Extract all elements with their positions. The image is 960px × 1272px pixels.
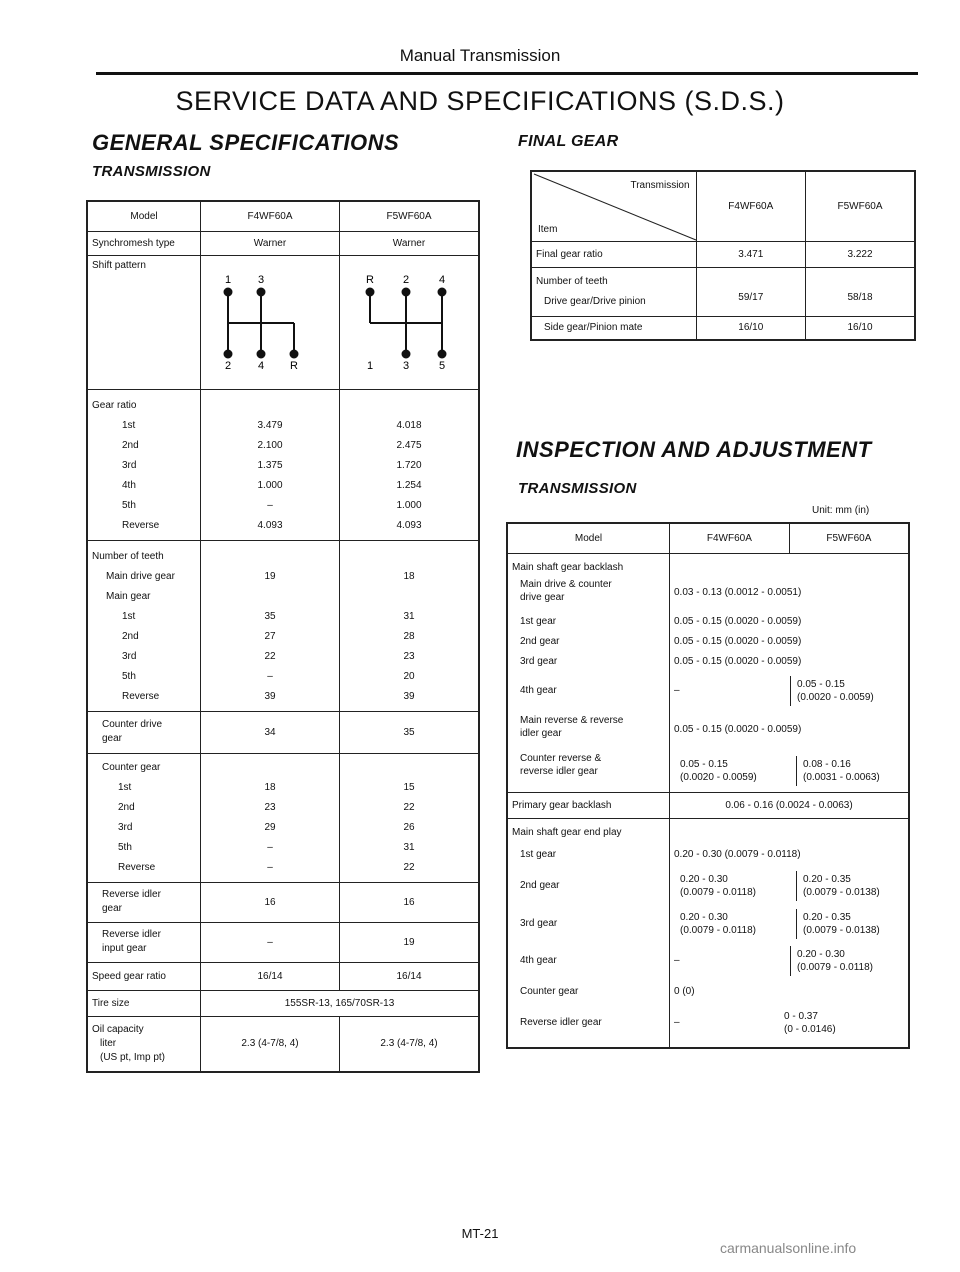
counter-reverse-a: 0.05 - 0.15 xyxy=(680,758,728,770)
unit-note: Unit: mm (in) xyxy=(812,505,870,516)
counter-gear-b xyxy=(340,753,480,882)
reverse-idler-label-line: Reverse idler xyxy=(102,889,161,900)
gear-ratio-label: Gear ratio xyxy=(92,399,137,411)
teeth-value: 19 xyxy=(264,570,276,582)
shift-pattern-a xyxy=(201,255,340,389)
primary-backlash-label: Primary gear backlash xyxy=(507,792,670,818)
speed-gear-a: 16/14 xyxy=(201,962,340,990)
teeth-value: 20 xyxy=(403,670,415,682)
column-divider xyxy=(790,946,791,976)
endplay-values xyxy=(670,818,910,1048)
backlash-3rd-value: 0.05 - 0.15 (0.0020 - 0.0059) xyxy=(674,655,802,667)
corner-header-cell xyxy=(531,171,696,241)
endplay-1st-value: 0.20 - 0.30 (0.0079 - 0.0118) xyxy=(674,848,801,860)
endplay-3rd-a: (0.0079 - 0.0118) xyxy=(680,924,756,936)
counter-gear-row-label: 1st xyxy=(118,781,132,793)
final-ratio-a: 3.471 xyxy=(696,241,805,267)
primary-backlash-value: 0.06 - 0.16 (0.0024 - 0.0063) xyxy=(670,792,910,818)
shift-gear-label: 5 xyxy=(438,359,446,372)
counter-drive-label-line: gear xyxy=(102,733,123,744)
final-teeth-label: Number of teeth xyxy=(536,275,608,287)
endplay-4th-b: (0.0079 - 0.0118) xyxy=(797,961,873,973)
teeth-label: Number of teeth xyxy=(92,550,164,562)
backlash-4th-a: – xyxy=(674,685,680,696)
synchromesh-b: Warner xyxy=(340,231,480,255)
teeth-value: 23 xyxy=(403,650,415,662)
teeth-b xyxy=(340,540,480,711)
inspection-heading: INSPECTION AND ADJUSTMENT xyxy=(516,437,872,462)
gear-ratio-value: 4.093 xyxy=(396,519,422,531)
page-number: MT-21 xyxy=(461,1226,499,1241)
counter-gear-value: – xyxy=(267,861,273,873)
teeth-value: 31 xyxy=(403,610,415,622)
insp-col-f4wf60a: F4WF60A xyxy=(670,523,790,553)
endplay-4th-a: – xyxy=(674,955,680,966)
insp-col-f5wf60a: F5WF60A xyxy=(789,523,909,553)
counter-gear-value: 22 xyxy=(403,861,415,873)
counter-gear-label: Counter gear xyxy=(102,761,161,773)
drive-gear-a: 59/17 xyxy=(696,267,805,316)
endplay-3rd-a: 0.20 - 0.30 xyxy=(680,911,728,923)
main-drive-counter-value: 0.03 - 0.13 (0.0012 - 0.0051) xyxy=(674,586,802,598)
backlash-labels xyxy=(507,553,670,792)
shift-pattern-b xyxy=(340,255,480,389)
col-model-header: Model xyxy=(87,201,201,231)
reverse-idler-a: 16 xyxy=(201,882,340,922)
counter-reverse-label: Counter reverse & xyxy=(520,752,602,764)
endplay-label: Main shaft gear end play xyxy=(512,826,622,838)
transmission-subheading: TRANSMISSION xyxy=(92,163,211,180)
endplay-reverse-idler-label: Reverse idler gear xyxy=(520,1016,602,1028)
backlash-4th-b: 0.05 - 0.15 xyxy=(797,678,845,690)
teeth-value: 28 xyxy=(403,630,415,642)
backlash-1st-value: 0.05 - 0.15 (0.0020 - 0.0059) xyxy=(674,615,802,627)
endplay-3rd-b: (0.0079 - 0.0138) xyxy=(803,924,880,936)
teeth-value: 39 xyxy=(264,690,276,702)
column-divider xyxy=(796,756,797,786)
corner-transmission-label: Transmission xyxy=(630,180,690,191)
side-gear-a: 16/10 xyxy=(696,316,805,340)
counter-gear-row-label: 3rd xyxy=(118,821,133,833)
shift-gear-label: 2 xyxy=(402,273,410,286)
col-f5wf60a-header: F5WF60A xyxy=(340,201,480,231)
endplay-4th-b: 0.20 - 0.30 xyxy=(797,948,845,960)
column-divider xyxy=(796,909,797,939)
endplay-2nd-a: (0.0079 - 0.0118) xyxy=(680,886,756,898)
gear-ratio-value: 2.475 xyxy=(396,439,422,451)
side-gear-b: 16/10 xyxy=(806,316,915,340)
teeth-row-label: 3rd xyxy=(122,650,137,662)
counter-gear-row-label: 5th xyxy=(118,841,132,853)
gear-ratio-value: 1.000 xyxy=(396,499,422,511)
counter-gear-value: 31 xyxy=(403,841,415,853)
reverse-idler-label-line: gear xyxy=(102,903,123,914)
counter-gear-a xyxy=(201,753,340,882)
teeth-row-label: 2nd xyxy=(122,630,139,642)
shift-pattern-label: Shift pattern xyxy=(87,255,201,389)
teeth-a xyxy=(201,540,340,711)
main-drive-counter-label: drive gear xyxy=(520,591,565,603)
counter-gear-value: 26 xyxy=(403,821,415,833)
gear-ratio-row-label: 4th xyxy=(122,479,136,491)
oil-capacity-label-line: (US pt, Imp pt) xyxy=(100,1051,166,1063)
reverse-idler-input-label-line: Reverse idler xyxy=(102,929,161,940)
counter-reverse-label: reverse idler gear xyxy=(520,765,598,777)
gear-ratio-a xyxy=(201,389,340,540)
teeth-value: 18 xyxy=(403,570,415,582)
final-ratio-label: Final gear ratio xyxy=(531,241,696,267)
backlash-1st-label: 1st gear xyxy=(520,615,557,627)
gear-ratio-labels xyxy=(87,389,201,540)
shift-gear-label: 1 xyxy=(224,273,232,286)
teeth-value: 27 xyxy=(264,630,276,642)
gear-ratio-value: 4.093 xyxy=(257,519,283,531)
gear-ratio-row-label: 1st xyxy=(122,419,136,431)
endplay-3rd-label: 3rd gear xyxy=(520,917,558,929)
teeth-row-label: 5th xyxy=(122,670,136,682)
general-spec-table xyxy=(86,200,480,1073)
running-head: Manual Transmission xyxy=(399,46,561,65)
oil-capacity-b: 2.3 (4-7/8, 4) xyxy=(340,1016,480,1072)
endplay-counter-value: 0 (0) xyxy=(674,985,695,997)
gear-ratio-value: – xyxy=(267,499,273,511)
reverse-idler-b: 16 xyxy=(340,882,480,922)
header-rule xyxy=(96,72,918,75)
shift-gear-label: 2 xyxy=(224,359,232,372)
teeth-labels xyxy=(87,540,201,711)
backlash-label: Main shaft gear backlash xyxy=(512,561,624,573)
endplay-2nd-b: 0.20 - 0.35 xyxy=(803,873,851,885)
shift-gear-label: 4 xyxy=(257,359,265,372)
teeth-value: – xyxy=(267,670,273,682)
reverse-idler-input-label xyxy=(87,922,201,962)
final-teeth-labels xyxy=(531,267,696,316)
reverse-idler-input-a: – xyxy=(201,922,340,962)
endplay-counter-label: Counter gear xyxy=(520,985,579,997)
oil-capacity-label-line: Oil capacity xyxy=(92,1023,144,1035)
final-ratio-b: 3.222 xyxy=(806,241,915,267)
counter-reverse-a: (0.0020 - 0.0059) xyxy=(680,771,757,783)
backlash-2nd-label: 2nd gear xyxy=(520,635,560,647)
main-drive-gear-label: Main drive gear xyxy=(106,570,175,582)
watermark: carmanualsonline.info xyxy=(720,1240,857,1256)
gear-ratio-row-label: Reverse xyxy=(122,519,160,531)
shift-gear-label: 1 xyxy=(366,359,374,372)
main-gear-label: Main gear xyxy=(106,590,151,602)
counter-gear-value: 15 xyxy=(403,781,415,793)
shift-gear-label: R xyxy=(366,273,374,286)
gear-ratio-value: 1.375 xyxy=(257,459,283,471)
endplay-4th-label: 4th gear xyxy=(520,954,557,966)
teeth-value: 35 xyxy=(264,610,276,622)
counter-reverse-b: (0.0031 - 0.0063) xyxy=(803,771,880,783)
gear-ratio-value: 1.720 xyxy=(396,459,422,471)
final-col-f4wf60a: F4WF60A xyxy=(696,171,805,241)
backlash-2nd-value: 0.05 - 0.15 (0.0020 - 0.0059) xyxy=(674,635,802,647)
gear-ratio-value: 3.479 xyxy=(257,419,283,431)
final-col-f5wf60a: F5WF60A xyxy=(806,171,915,241)
gear-ratio-b xyxy=(340,389,480,540)
counter-drive-label-line: Counter drive xyxy=(102,719,163,730)
inspection-table xyxy=(506,522,910,1049)
counter-gear-value: 22 xyxy=(403,801,415,813)
endplay-reverse-idler-b: (0 - 0.0146) xyxy=(784,1023,836,1035)
teeth-value: 22 xyxy=(264,650,276,662)
reverse-idler-input-b: 19 xyxy=(340,922,480,962)
teeth-row-label: Reverse xyxy=(122,690,160,702)
counter-gear-labels xyxy=(87,753,201,882)
tire-size-value: 155SR-13, 165/70SR-13 xyxy=(201,990,480,1016)
shift-gear-label: 4 xyxy=(438,273,446,286)
shift-pattern-4speed-diagram xyxy=(201,256,339,386)
side-gear-label: Side gear/Pinion mate xyxy=(531,316,696,340)
endplay-labels xyxy=(507,818,670,1048)
corner-item-label: Item xyxy=(538,223,558,235)
final-gear-table xyxy=(530,170,916,341)
backlash-values xyxy=(670,553,910,792)
counter-drive-a: 34 xyxy=(201,711,340,753)
synchromesh-label: Synchromesh type xyxy=(87,231,201,255)
column-divider xyxy=(796,871,797,901)
final-gear-heading: FINAL GEAR xyxy=(518,133,619,150)
drive-gear-label: Drive gear/Drive pinion xyxy=(544,295,646,307)
inspection-transmission-subheading: TRANSMISSION xyxy=(518,480,637,497)
shift-gear-label: R xyxy=(290,359,298,372)
gear-ratio-value: 1.000 xyxy=(257,479,283,491)
tire-size-label: Tire size xyxy=(87,990,201,1016)
speed-gear-label: Speed gear ratio xyxy=(87,962,201,990)
counter-drive-b: 35 xyxy=(340,711,480,753)
main-reverse-label: Main reverse & reverse xyxy=(520,714,624,726)
gear-ratio-value: 1.254 xyxy=(396,479,422,491)
endplay-2nd-label: 2nd gear xyxy=(520,879,560,891)
endplay-2nd-b: (0.0079 - 0.0138) xyxy=(803,886,880,898)
gear-ratio-row-label: 5th xyxy=(122,499,136,511)
shift-gear-label: 3 xyxy=(402,359,410,372)
endplay-1st-label: 1st gear xyxy=(520,848,557,860)
main-reverse-label: idler gear xyxy=(520,727,562,739)
backlash-3rd-label: 3rd gear xyxy=(520,655,558,667)
reverse-idler-label xyxy=(87,882,201,922)
endplay-2nd-a: 0.20 - 0.30 xyxy=(680,873,728,885)
reverse-idler-input-label-line: input gear xyxy=(102,943,147,954)
gear-ratio-row-label: 2nd xyxy=(122,439,139,451)
shift-pattern-5speed-diagram xyxy=(340,256,478,386)
counter-reverse-b: 0.08 - 0.16 xyxy=(803,758,851,770)
gear-ratio-value: 4.018 xyxy=(396,419,422,431)
backlash-4th-label: 4th gear xyxy=(520,684,557,696)
oil-capacity-label-line: liter xyxy=(100,1037,117,1049)
teeth-value: 39 xyxy=(403,690,415,702)
counter-gear-row-label: Reverse xyxy=(118,861,156,873)
counter-gear-value: 23 xyxy=(264,801,276,813)
speed-gear-b: 16/14 xyxy=(340,962,480,990)
column-divider xyxy=(790,676,791,706)
teeth-row-label: 1st xyxy=(122,610,136,622)
oil-capacity-a: 2.3 (4-7/8, 4) xyxy=(201,1016,340,1072)
insp-col-model: Model xyxy=(507,523,670,553)
gear-ratio-value: 2.100 xyxy=(257,439,283,451)
endplay-3rd-b: 0.20 - 0.35 xyxy=(803,911,851,923)
endplay-reverse-idler-b: 0 - 0.37 xyxy=(784,1010,818,1022)
counter-gear-row-label: 2nd xyxy=(118,801,135,813)
oil-capacity-label xyxy=(87,1016,201,1072)
counter-gear-value: 18 xyxy=(264,781,276,793)
general-specs-heading: GENERAL SPECIFICATIONS xyxy=(92,130,400,155)
page-title: SERVICE DATA AND SPECIFICATIONS (S.D.S.) xyxy=(175,86,785,116)
backlash-4th-b: (0.0020 - 0.0059) xyxy=(797,691,874,703)
counter-gear-value: 29 xyxy=(264,821,276,833)
drive-gear-b: 58/18 xyxy=(806,267,915,316)
main-reverse-value: 0.05 - 0.15 (0.0020 - 0.0059) xyxy=(674,723,802,735)
gear-ratio-row-label: 3rd xyxy=(122,459,137,471)
col-f4wf60a-header: F4WF60A xyxy=(201,201,340,231)
counter-gear-value: – xyxy=(267,841,273,853)
synchromesh-a: Warner xyxy=(201,231,340,255)
main-drive-counter-label: Main drive & counter xyxy=(520,578,612,590)
endplay-reverse-idler-a: – xyxy=(674,1017,680,1028)
counter-drive-label xyxy=(87,711,201,753)
shift-gear-label: 3 xyxy=(257,273,265,286)
